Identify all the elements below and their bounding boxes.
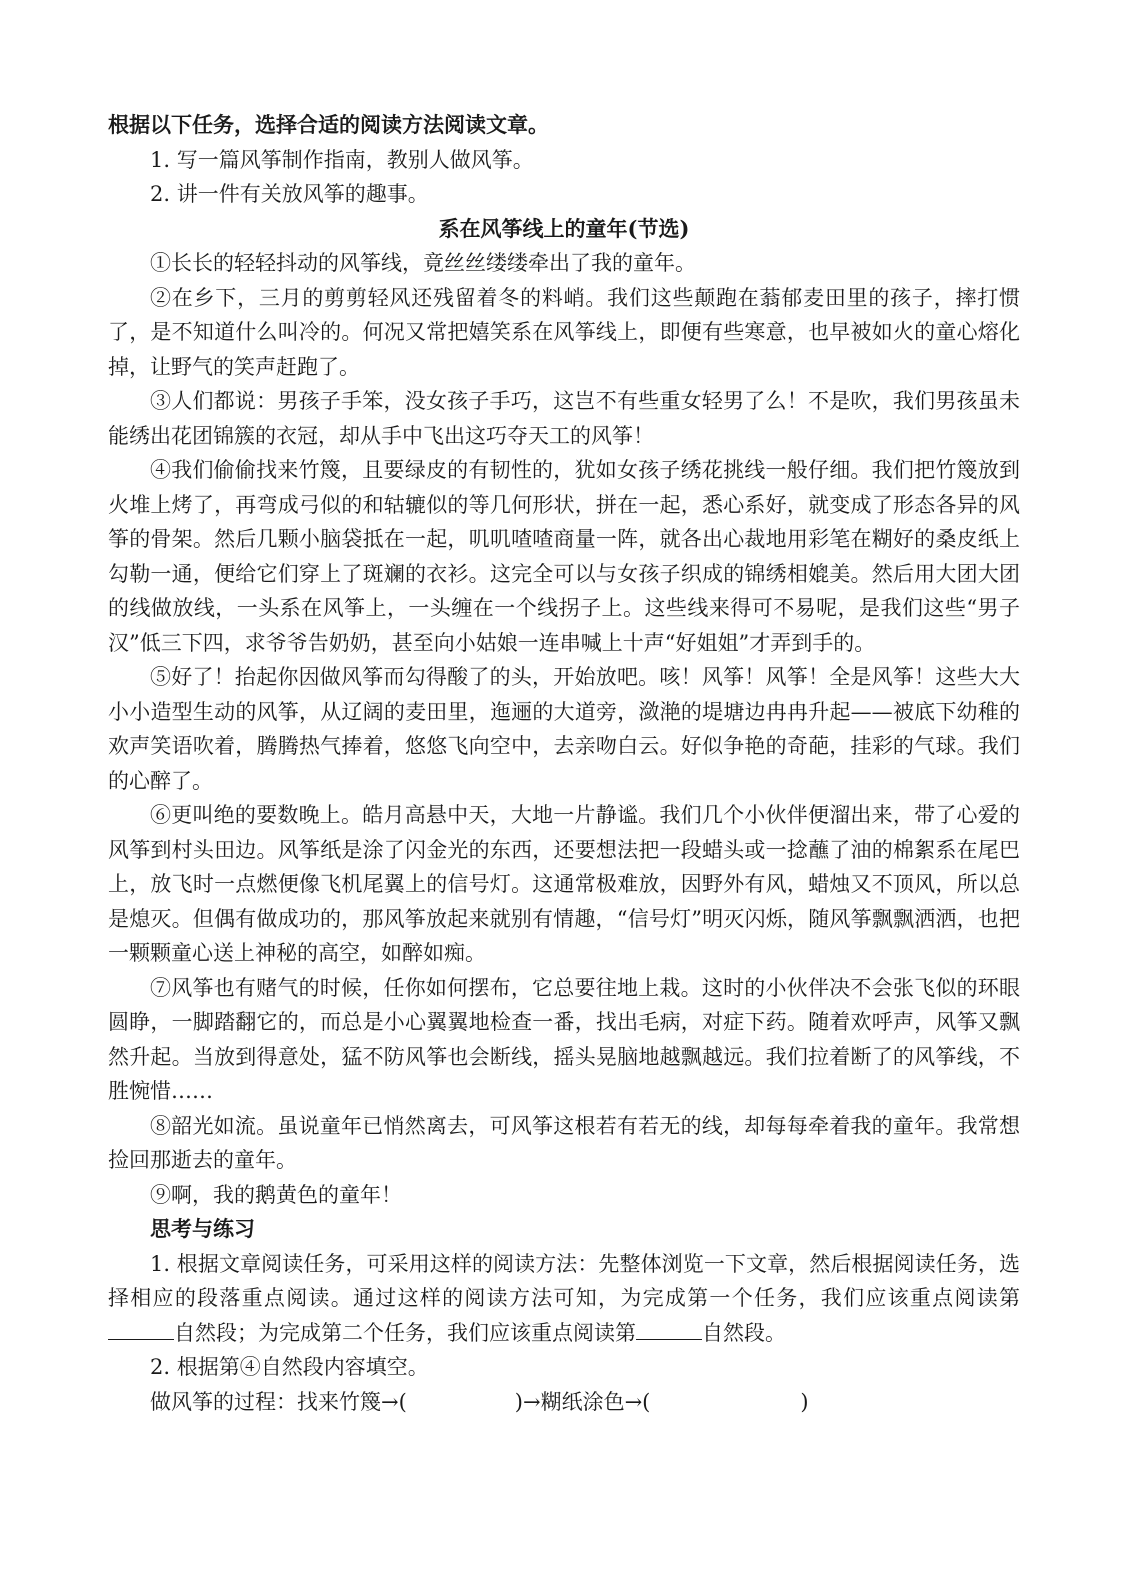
paragraph-1: ①长长的轻轻抖动的风筝线，竟丝丝缕缕牵出了我的童年。 (150, 251, 696, 275)
question-1 (108, 1247, 1020, 1351)
exercise-heading: 思考与练习 (150, 1216, 255, 1241)
paragraph-3: ③人们都说：男孩子手笨，没女孩子手巧，这岂不有些重女轻男了么！不是吹，我们男孩虽未能绣出花团锦簇的衣冠，却从手中飞出这巧夺天工的风筝！ (108, 389, 1020, 448)
article-title: 系在风筝线上的童年(节选) (438, 215, 690, 241)
question-2: 2. 根据第④自然段内容填空。 (150, 1355, 429, 1379)
answer-blank-2[interactable] (636, 1319, 702, 1340)
paragraph-9: ⑨啊，我的鹅黄色的童年！ (150, 1182, 402, 1207)
paragraph-2: ②在乡下，三月的剪剪轻风还残留着冬的料峭。我们这些颠跑在蓊郁麦田里的孩子，摔打惯了，是不知道什么叫冷的。何况又常把嬉笑系在风筝线上，即便有些寒意，也早被如火的童心熔化掉，让野气的笑声赶跑了。 (108, 285, 1020, 379)
fill-line-text-a: 做风筝的过程：找来竹篾→( (150, 1389, 407, 1414)
paragraph-6: ⑥更叫绝的要数晚上。皓月高悬中天，大地一片静谧。我们几个小伙伴便溜出来，带了心爱的风筝到村头田边。风筝纸是涂了闪金光的东西，还要想法把一段蜡头或一捻蘸了油的棉絮系在尾巴上，放飞时一点燃便像飞机尾翼上的信号灯。这通常极难放，因野外有风，蜡烛又不顶风，所以总是熄灭。但偶有做成功的，那风筝放起来就别有情趣，“信号灯”明灭闪烁，随风筝飘飘洒洒，也把一颗颗童心送上神秘的高空，如醉如痴。 (108, 803, 1020, 965)
fill-line-text-b: )→糊纸涂色→( (514, 1389, 651, 1414)
fill-line-text-c: ) (800, 1389, 809, 1414)
task-1: 1. 写一篇风筝制作指南，教别人做风筝。 (150, 147, 534, 172)
question-1-text-c: 自然段。 (702, 1320, 786, 1345)
article-body (108, 246, 1020, 1212)
worksheet-page (108, 108, 1020, 1419)
question-1-text-b: 自然段；为完成第二个任务，我们应该重点阅读第 (174, 1320, 636, 1345)
question-1-text-a: 1. 根据文章阅读任务，可采用这样的阅读方法：先整体浏览一下文章，然后根据阅读任务，选择相应的段落重点阅读。通过这样的阅读方法可知，为完成第一个任务，我们应该重点阅读第 (108, 1251, 1020, 1310)
instruction-text: 根据以下任务，选择合适的阅读方法阅读文章。 (108, 112, 549, 137)
paragraph-7: ⑦风筝也有赌气的时候，任你如何摆布，它总要往地上栽。这时的小伙伴决不会张飞似的环眼圆睁，一脚踏翻它的，而总是小心翼翼地检查一番，找出毛病，对症下药。随着欢呼声，风筝又飘然升起。当放到得意处，猛不防风筝也会断线，摇头晃脑地越飘越远。我们拉着断了的风筝线，不胜惋惜…… (108, 975, 1020, 1103)
task-2: 2. 讲一件有关放风筝的趣事。 (150, 182, 429, 206)
paragraph-4: ④我们偷偷找来竹篾，且要绿皮的有韧性的，犹如女孩子绣花挑线一般仔细。我们把竹篾放到火堆上烤了，再弯成弓似的和轱辘似的等几何形状，拼在一起，悉心系好，就变成了形态各异的风筝的骨架。然后几颗小脑袋抵在一起，叽叽喳喳商量一阵，就各出心裁地用彩笔在糊好的桑皮纸上勾勒一通，便给它们穿上了斑斓的衣衫。这完全可以与女孩子织成的锦绣相媲美。然后用大团大团的线做放线，一头系在风筝上，一头缠在一个线拐子上。这些线来得可不易呢，是我们这些“男子汉”低三下四，求爷爷告奶奶，甚至向小姑娘一连串喊上十声“好姐姐”才弄到手的。 (108, 458, 1020, 655)
question-2-fill-line (108, 1385, 1020, 1420)
answer-blank-1[interactable] (108, 1319, 174, 1340)
paragraph-5: ⑤好了！抬起你因做风筝而勾得酸了的头，开始放吧。咳！风筝！风筝！全是风筝！这些大大小小造型生动的风筝，从辽阔的麦田里，迤逦的大道旁，潋滟的堤塘边冉冉升起——被底下幼稚的欢声笑语吹着，腾腾热气捧着，悠悠飞向空中，去亲吻白云。好似争艳的奇葩，挂彩的气球。我们的心醉了。 (108, 665, 1020, 793)
paragraph-8: ⑧韶光如流。虽说童年已悄然离去，可风筝这根若有若无的线，却每每牵着我的童年。我常想捡回那逝去的童年。 (108, 1113, 1020, 1172)
